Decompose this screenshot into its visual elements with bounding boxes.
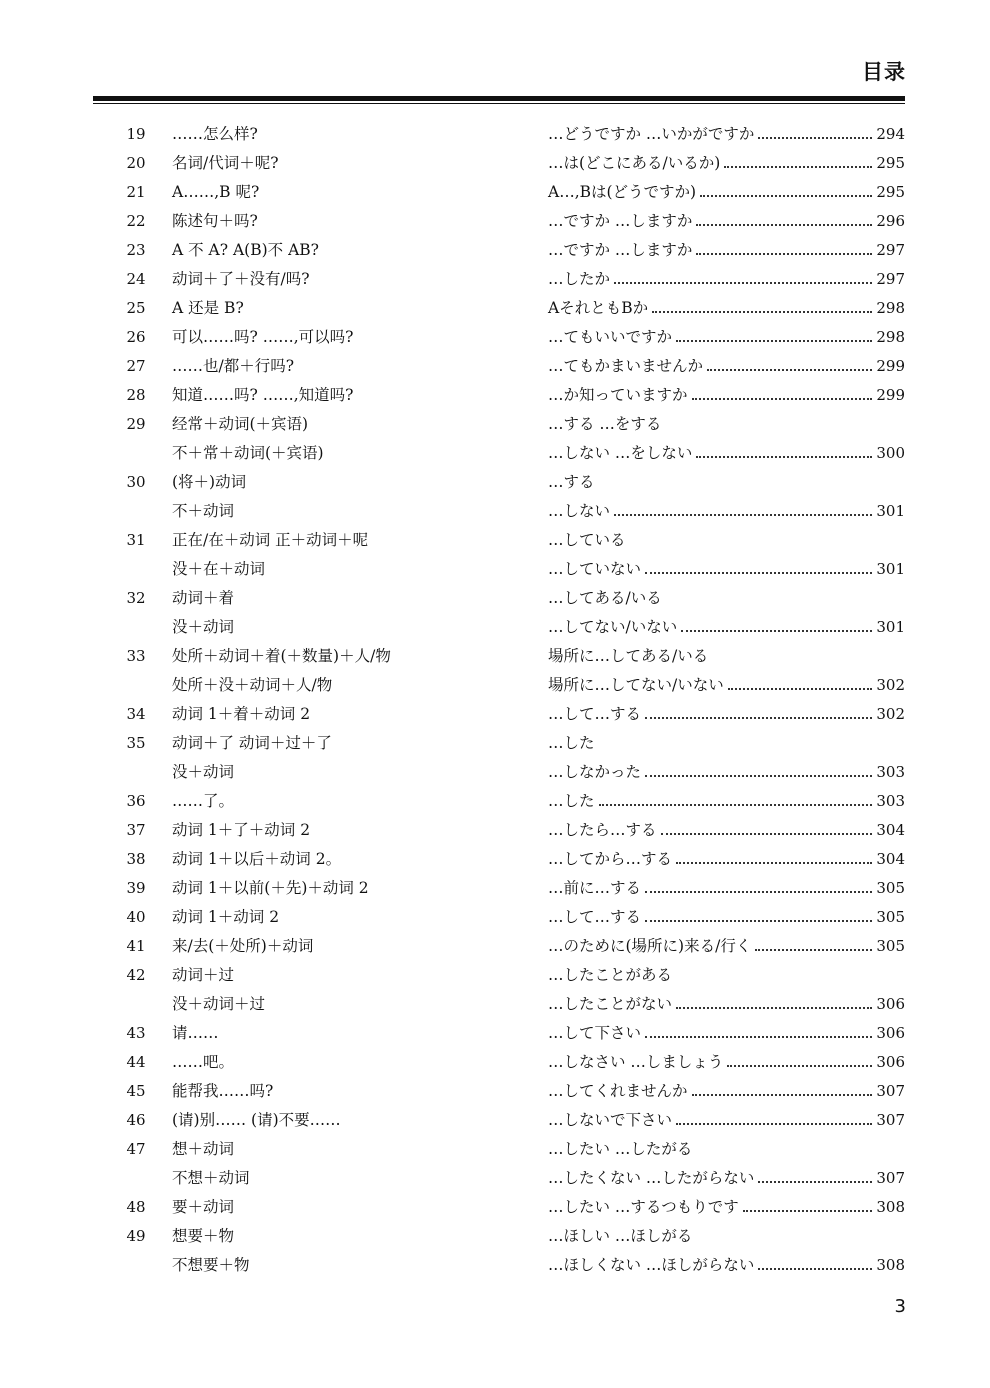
entry-page-number: 307 bbox=[876, 1111, 905, 1129]
page-header-title: 目录 bbox=[862, 60, 906, 84]
chinese-pattern: 请…… bbox=[172, 1024, 219, 1042]
entry-page-number: 295 bbox=[876, 183, 905, 201]
japanese-column bbox=[548, 439, 905, 468]
japanese-column bbox=[548, 961, 905, 990]
chinese-pattern: ……吧。 bbox=[172, 1053, 235, 1071]
chinese-pattern: 想要＋物 bbox=[172, 1227, 235, 1245]
entry-page-number: 306 bbox=[876, 995, 905, 1013]
entry-number: 46 bbox=[126, 1111, 146, 1129]
toc-entry[interactable] bbox=[0, 961, 990, 990]
chinese-pattern: ……怎么样? bbox=[172, 125, 258, 143]
japanese-column bbox=[548, 352, 905, 381]
japanese-pattern: …した bbox=[548, 792, 595, 810]
entry-number: 36 bbox=[126, 792, 146, 810]
toc-entry[interactable] bbox=[0, 236, 990, 265]
japanese-column bbox=[548, 903, 905, 932]
entry-page-number: 307 bbox=[876, 1082, 905, 1100]
toc-entry[interactable] bbox=[0, 874, 990, 903]
japanese-column bbox=[548, 497, 905, 526]
japanese-column bbox=[548, 729, 905, 758]
dot-leader bbox=[743, 1193, 873, 1212]
entry-page-number: 304 bbox=[876, 821, 905, 839]
toc-entry[interactable] bbox=[0, 932, 990, 961]
japanese-pattern: …しない bbox=[548, 502, 611, 520]
chinese-pattern: 动词＋了 动词＋过＋了 bbox=[172, 734, 332, 752]
japanese-pattern: …したくない …したがらない bbox=[548, 1169, 755, 1187]
entry-page-number: 302 bbox=[876, 705, 905, 723]
entry-number: 19 bbox=[126, 125, 146, 143]
japanese-column bbox=[548, 613, 905, 642]
japanese-column bbox=[548, 584, 905, 613]
japanese-column bbox=[548, 1135, 905, 1164]
japanese-column bbox=[548, 468, 905, 497]
toc-entry[interactable] bbox=[0, 526, 990, 555]
toc-entry[interactable] bbox=[0, 1106, 990, 1135]
japanese-column bbox=[548, 642, 905, 671]
entry-number: 47 bbox=[126, 1140, 146, 1158]
dot-leader bbox=[676, 1106, 872, 1125]
toc-entry[interactable] bbox=[0, 642, 990, 671]
japanese-pattern: 場所に…してない/いない bbox=[548, 676, 724, 694]
entry-page-number: 305 bbox=[876, 937, 905, 955]
entry-number: 20 bbox=[126, 154, 146, 172]
chinese-pattern: 经常＋动词(＋宾语) bbox=[172, 415, 309, 433]
entry-page-number: 301 bbox=[876, 502, 905, 520]
japanese-column bbox=[548, 410, 905, 439]
japanese-column bbox=[548, 845, 905, 874]
japanese-pattern: …しない …をしない bbox=[548, 444, 693, 462]
toc-entry[interactable] bbox=[0, 1222, 990, 1251]
entry-page-number: 296 bbox=[876, 212, 905, 230]
entry-number: 48 bbox=[126, 1198, 146, 1216]
japanese-column bbox=[548, 1251, 905, 1280]
dot-leader bbox=[676, 845, 872, 864]
chinese-pattern: 陈述句＋吗? bbox=[172, 212, 258, 230]
japanese-column bbox=[548, 758, 905, 787]
dot-leader bbox=[645, 874, 872, 893]
dot-leader bbox=[755, 932, 872, 951]
chinese-pattern: 不想要＋物 bbox=[172, 1256, 250, 1274]
japanese-pattern: …てもいいですか bbox=[548, 328, 673, 346]
dot-leader bbox=[645, 903, 872, 922]
entry-page-number: 302 bbox=[876, 676, 905, 694]
toc-entry[interactable] bbox=[0, 149, 990, 178]
entry-number: 49 bbox=[126, 1227, 146, 1245]
chinese-pattern: 动词＋了＋没有/吗? bbox=[172, 270, 310, 288]
japanese-column bbox=[548, 120, 905, 149]
japanese-column bbox=[548, 874, 905, 903]
chinese-pattern: 动词 1＋动词 2 bbox=[172, 908, 280, 926]
toc-entry[interactable] bbox=[0, 1251, 990, 1280]
entry-page-number: 308 bbox=[876, 1198, 905, 1216]
entry-page-number: 306 bbox=[876, 1024, 905, 1042]
dot-leader bbox=[696, 207, 872, 226]
japanese-column bbox=[548, 207, 905, 236]
entry-number: 45 bbox=[126, 1082, 146, 1100]
japanese-column bbox=[548, 381, 905, 410]
entry-number: 31 bbox=[126, 531, 146, 549]
entry-number: 39 bbox=[126, 879, 146, 897]
japanese-pattern: …したことがない bbox=[548, 995, 673, 1013]
dot-leader bbox=[758, 1164, 872, 1183]
chinese-pattern: 处所＋没＋动词＋人/物 bbox=[172, 676, 333, 694]
chinese-pattern: (请)别…… (请)不要…… bbox=[172, 1111, 341, 1129]
japanese-pattern: …しなさい …しましょう bbox=[548, 1053, 724, 1071]
japanese-pattern: …していない bbox=[548, 560, 642, 578]
entry-number: 44 bbox=[126, 1053, 146, 1071]
japanese-column bbox=[548, 816, 905, 845]
chinese-pattern: 不＋常＋动词(＋宾语) bbox=[172, 444, 324, 462]
japanese-pattern: …して…する bbox=[548, 908, 642, 926]
japanese-column bbox=[548, 787, 905, 816]
entry-number: 25 bbox=[126, 299, 146, 317]
dot-leader bbox=[645, 758, 872, 777]
entry-page-number: 301 bbox=[876, 560, 905, 578]
chinese-pattern: 动词＋过 bbox=[172, 966, 235, 984]
chinese-pattern: 想＋动词 bbox=[172, 1140, 235, 1158]
toc-entry[interactable] bbox=[0, 700, 990, 729]
japanese-pattern: …してくれませんか bbox=[548, 1082, 688, 1100]
japanese-column bbox=[548, 526, 905, 555]
japanese-column bbox=[548, 294, 905, 323]
toc-entry[interactable] bbox=[0, 120, 990, 149]
toc-entry[interactable] bbox=[0, 1164, 990, 1193]
chinese-pattern: (将＋)动词 bbox=[172, 473, 247, 491]
entry-page-number: 304 bbox=[876, 850, 905, 868]
chinese-pattern: 能帮我……吗? bbox=[172, 1082, 274, 1100]
chinese-pattern: 知道……吗? ……,知道吗? bbox=[172, 386, 354, 404]
japanese-pattern: …してから…する bbox=[548, 850, 673, 868]
japanese-column bbox=[548, 990, 905, 1019]
toc-entry[interactable] bbox=[0, 207, 990, 236]
japanese-pattern: …している bbox=[548, 531, 626, 549]
dot-leader bbox=[652, 294, 872, 313]
japanese-pattern: …どうですか …いかがですか bbox=[548, 125, 755, 143]
chinese-pattern: 正在/在＋动词 正＋动词＋呢 bbox=[172, 531, 369, 549]
japanese-pattern: …しないで下さい bbox=[548, 1111, 673, 1129]
chinese-pattern: 来/去(＋处所)＋动词 bbox=[172, 937, 314, 955]
entry-number: 32 bbox=[126, 589, 146, 607]
toc-entry[interactable] bbox=[0, 439, 990, 468]
toc-entry[interactable] bbox=[0, 1193, 990, 1222]
toc-entry[interactable] bbox=[0, 584, 990, 613]
entry-page-number: 298 bbox=[876, 299, 905, 317]
dot-leader bbox=[676, 990, 872, 1009]
dot-leader bbox=[614, 497, 872, 516]
entry-page-number: 297 bbox=[876, 241, 905, 259]
entry-number: 21 bbox=[126, 183, 146, 201]
japanese-pattern: …は(どこにある/いるか) bbox=[548, 154, 721, 172]
dot-leader bbox=[758, 1251, 872, 1270]
japanese-pattern: …して下さい bbox=[548, 1024, 642, 1042]
dot-leader bbox=[696, 439, 872, 458]
japanese-pattern: 場所に…してある/いる bbox=[548, 647, 709, 665]
entry-number: 35 bbox=[126, 734, 146, 752]
toc-entry[interactable] bbox=[0, 758, 990, 787]
japanese-column bbox=[548, 1106, 905, 1135]
chinese-pattern: 不想＋动词 bbox=[172, 1169, 250, 1187]
japanese-pattern: …か知っていますか bbox=[548, 386, 688, 404]
chinese-pattern: 没＋在＋动词 bbox=[172, 560, 266, 578]
dot-leader bbox=[700, 178, 872, 197]
entry-page-number: 297 bbox=[876, 270, 905, 288]
japanese-pattern: AそれともBか bbox=[548, 299, 649, 317]
page-number: 3 bbox=[894, 1296, 906, 1317]
japanese-column bbox=[548, 149, 905, 178]
toc-entry[interactable] bbox=[0, 845, 990, 874]
entry-number: 43 bbox=[126, 1024, 146, 1042]
japanese-pattern: …ですか …しますか bbox=[548, 241, 693, 259]
dot-leader bbox=[645, 1019, 872, 1038]
header-rule-thin bbox=[93, 103, 905, 104]
japanese-pattern: …のために(場所に)来る/行く bbox=[548, 937, 752, 955]
dot-leader bbox=[696, 236, 872, 255]
japanese-column bbox=[548, 178, 905, 207]
japanese-column bbox=[548, 671, 905, 700]
chinese-pattern: 动词 1＋以后＋动词 2。 bbox=[172, 850, 342, 868]
entry-number: 38 bbox=[126, 850, 146, 868]
toc-entry[interactable] bbox=[0, 381, 990, 410]
entry-page-number: 295 bbox=[876, 154, 905, 172]
chinese-pattern: 动词＋着 bbox=[172, 589, 235, 607]
table-of-contents bbox=[0, 120, 990, 1280]
dot-leader bbox=[614, 265, 872, 284]
japanese-pattern: …して…する bbox=[548, 705, 642, 723]
chinese-pattern: ……也/都＋行吗? bbox=[172, 357, 295, 375]
entry-number: 29 bbox=[126, 415, 146, 433]
entry-number: 34 bbox=[126, 705, 146, 723]
japanese-column bbox=[548, 265, 905, 294]
toc-entry[interactable] bbox=[0, 1135, 990, 1164]
toc-entry[interactable] bbox=[0, 1048, 990, 1077]
chinese-pattern: 处所＋动词＋着(＋数量)＋人/物 bbox=[172, 647, 391, 665]
chinese-pattern: 不＋动词 bbox=[172, 502, 235, 520]
toc-entry[interactable] bbox=[0, 468, 990, 497]
chinese-pattern: 没＋动词 bbox=[172, 763, 235, 781]
dot-leader bbox=[676, 323, 872, 342]
japanese-pattern: A…,Bは(どうですか) bbox=[548, 183, 697, 201]
toc-entry[interactable] bbox=[0, 787, 990, 816]
entry-page-number: 299 bbox=[876, 386, 905, 404]
dot-leader bbox=[599, 787, 873, 806]
japanese-pattern: …する …をする bbox=[548, 415, 662, 433]
japanese-pattern: …してない/いない bbox=[548, 618, 678, 636]
entry-number: 22 bbox=[126, 212, 146, 230]
japanese-column bbox=[548, 323, 905, 352]
chinese-pattern: 要＋动词 bbox=[172, 1198, 235, 1216]
japanese-pattern: …ほしくない …ほしがらない bbox=[548, 1256, 755, 1274]
toc-entry[interactable] bbox=[0, 294, 990, 323]
japanese-column bbox=[548, 932, 905, 961]
entry-page-number: 308 bbox=[876, 1256, 905, 1274]
japanese-pattern: …しなかった bbox=[548, 763, 642, 781]
japanese-column bbox=[548, 1077, 905, 1106]
chinese-pattern: A 还是 B? bbox=[172, 299, 244, 317]
toc-entry[interactable] bbox=[0, 323, 990, 352]
chinese-pattern: 名词/代词＋呢? bbox=[172, 154, 279, 172]
japanese-column bbox=[548, 1193, 905, 1222]
entry-page-number: 298 bbox=[876, 328, 905, 346]
entry-page-number: 305 bbox=[876, 879, 905, 897]
entry-number: 33 bbox=[126, 647, 146, 665]
dot-leader bbox=[724, 149, 872, 168]
dot-leader bbox=[692, 381, 873, 400]
entry-page-number: 294 bbox=[876, 125, 905, 143]
toc-entry[interactable] bbox=[0, 613, 990, 642]
toc-entry[interactable] bbox=[0, 1077, 990, 1106]
entry-number: 27 bbox=[126, 357, 146, 375]
header-rule-thick bbox=[93, 96, 905, 101]
entry-page-number: 300 bbox=[876, 444, 905, 462]
japanese-column bbox=[548, 1019, 905, 1048]
dot-leader bbox=[728, 671, 873, 690]
japanese-pattern: …てもかまいませんか bbox=[548, 357, 704, 375]
japanese-column bbox=[548, 1048, 905, 1077]
japanese-pattern: …したら…する bbox=[548, 821, 657, 839]
dot-leader bbox=[758, 120, 872, 139]
dot-leader bbox=[692, 1077, 873, 1096]
entry-number: 37 bbox=[126, 821, 146, 839]
japanese-pattern: …する bbox=[548, 473, 595, 491]
japanese-pattern: …したい …したがる bbox=[548, 1140, 693, 1158]
chinese-pattern: A 不 A? A(B)不 AB? bbox=[172, 241, 319, 259]
toc-entry[interactable] bbox=[0, 1019, 990, 1048]
toc-entry[interactable] bbox=[0, 671, 990, 700]
dot-leader bbox=[661, 816, 873, 835]
toc-entry[interactable] bbox=[0, 265, 990, 294]
japanese-pattern: …したことがある bbox=[548, 966, 673, 984]
japanese-pattern: …ほしい …ほしがる bbox=[548, 1227, 693, 1245]
japanese-column bbox=[548, 1222, 905, 1251]
entry-page-number: 307 bbox=[876, 1169, 905, 1187]
dot-leader bbox=[645, 700, 872, 719]
entry-page-number: 303 bbox=[876, 792, 905, 810]
japanese-pattern: …してある/いる bbox=[548, 589, 662, 607]
toc-entry[interactable] bbox=[0, 352, 990, 381]
chinese-pattern: 动词 1＋以前(＋先)＋动词 2 bbox=[172, 879, 369, 897]
chinese-pattern: 可以……吗? ……,可以吗? bbox=[172, 328, 354, 346]
toc-entry[interactable] bbox=[0, 497, 990, 526]
entry-number: 40 bbox=[126, 908, 146, 926]
japanese-pattern: …前に…する bbox=[548, 879, 642, 897]
entry-number: 42 bbox=[126, 966, 146, 984]
dot-leader bbox=[681, 613, 872, 632]
japanese-pattern: …したい …するつもりです bbox=[548, 1198, 739, 1216]
japanese-column bbox=[548, 555, 905, 584]
chinese-pattern: ……了。 bbox=[172, 792, 235, 810]
dot-leader bbox=[707, 352, 872, 371]
toc-entry[interactable] bbox=[0, 816, 990, 845]
toc-entry[interactable] bbox=[0, 990, 990, 1019]
toc-entry[interactable] bbox=[0, 729, 990, 758]
chinese-pattern: 没＋动词 bbox=[172, 618, 235, 636]
entry-page-number: 299 bbox=[876, 357, 905, 375]
chinese-pattern: 动词 1＋了＋动词 2 bbox=[172, 821, 311, 839]
chinese-pattern: 没＋动词＋过 bbox=[172, 995, 266, 1013]
entry-number: 28 bbox=[126, 386, 146, 404]
japanese-column bbox=[548, 1164, 905, 1193]
chinese-pattern: 动词 1＋着＋动词 2 bbox=[172, 705, 311, 723]
dot-leader bbox=[645, 555, 872, 574]
entry-page-number: 301 bbox=[876, 618, 905, 636]
dot-leader bbox=[727, 1048, 872, 1067]
chinese-pattern: A……,B 呢? bbox=[172, 183, 260, 201]
entry-page-number: 306 bbox=[876, 1053, 905, 1071]
toc-entry[interactable] bbox=[0, 410, 990, 439]
japanese-column bbox=[548, 236, 905, 265]
japanese-pattern: …ですか …しますか bbox=[548, 212, 693, 230]
entry-number: 30 bbox=[126, 473, 146, 491]
entry-number: 23 bbox=[126, 241, 146, 259]
entry-number: 24 bbox=[126, 270, 146, 288]
japanese-column bbox=[548, 700, 905, 729]
japanese-pattern: …した bbox=[548, 734, 595, 752]
japanese-pattern: …したか bbox=[548, 270, 611, 288]
toc-entry[interactable] bbox=[0, 903, 990, 932]
entry-number: 26 bbox=[126, 328, 146, 346]
entry-page-number: 305 bbox=[876, 908, 905, 926]
toc-entry[interactable] bbox=[0, 178, 990, 207]
entry-page-number: 303 bbox=[876, 763, 905, 781]
toc-entry[interactable] bbox=[0, 555, 990, 584]
entry-number: 41 bbox=[126, 937, 146, 955]
